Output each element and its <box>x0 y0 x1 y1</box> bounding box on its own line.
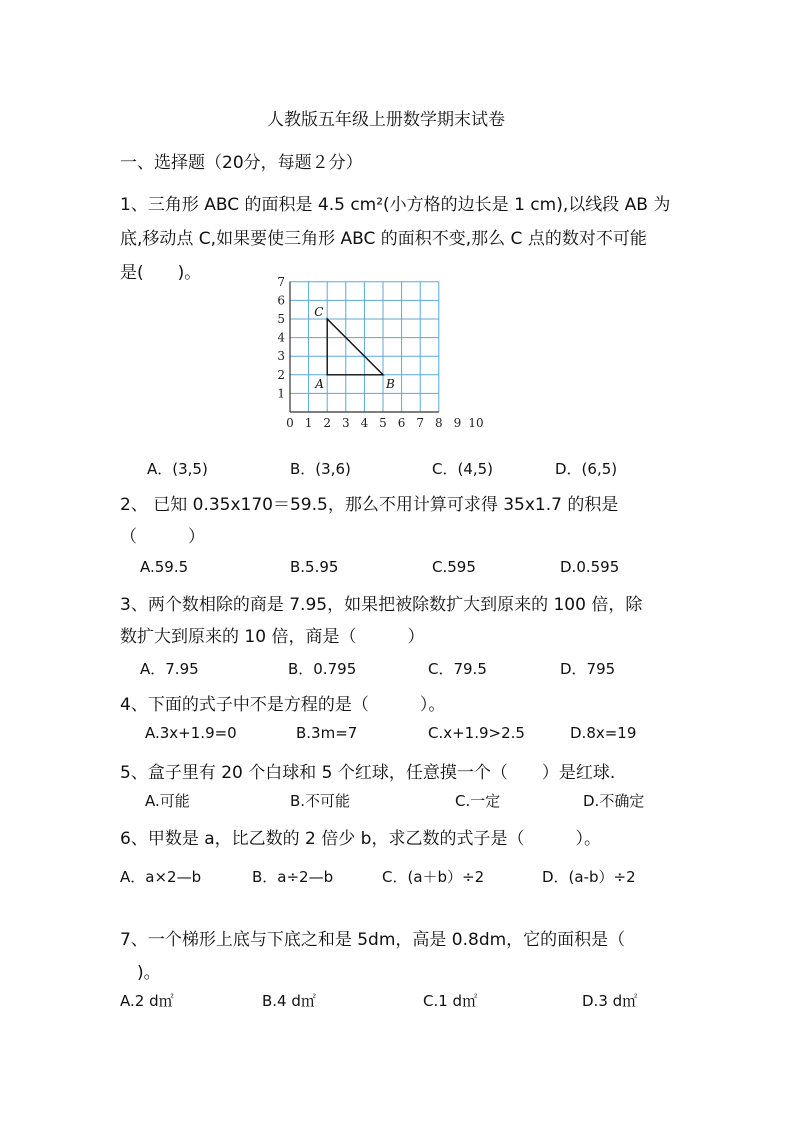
q3-line1: 3、两个数相除的商是 7.95，如果把被除数扩大到原来的 100 倍，除 <box>120 595 643 615</box>
q5-option-a[interactable]: A.可能 <box>145 792 190 810</box>
x-tick-label: 3 <box>341 416 350 430</box>
y-tick-label: 3 <box>278 349 285 364</box>
q2-line2: （ ） <box>120 527 205 547</box>
y-tick-label: 4 <box>278 330 285 345</box>
q2-line1: 2、 已知 0.35x170＝59.5，那么不用计算可求得 35x1.7 的积是 <box>120 495 619 515</box>
q7-option-c[interactable]: C.1 d㎡ <box>423 992 478 1010</box>
y-tick-label: 1 <box>278 386 285 401</box>
q2-option-b[interactable]: B.5.95 <box>290 558 339 576</box>
y-tick-label: 7 <box>278 274 285 289</box>
q7-line1: 7、一个梯形上底与下底之和是 5dm，高是 0.8dm，它的面积是（ <box>120 930 626 950</box>
q5-line1: 5、盒子里有 20 个白球和 5 个红球，任意摸一个（ ）是红球. <box>120 763 616 783</box>
q6-option-a[interactable]: A．a×2—b <box>120 868 202 886</box>
point-a-label: A <box>315 376 324 391</box>
x-tick-label: 10 <box>468 416 484 430</box>
q7-line2: )。 <box>120 963 161 983</box>
x-tick-label: 7 <box>416 416 425 430</box>
q7-option-d[interactable]: D.3 d㎡ <box>582 992 638 1010</box>
grid-svg <box>278 272 488 432</box>
q2-option-d[interactable]: D.0.595 <box>560 558 620 576</box>
q1-line3: 是( )。 <box>120 263 202 283</box>
y-tick-label: 5 <box>278 312 285 326</box>
q3-line2: 数扩大到原来的 10 倍，商是（ ） <box>120 627 425 647</box>
q6-option-b[interactable]: B．a÷2—b <box>252 868 334 886</box>
x-tick-label: 2 <box>323 416 332 430</box>
q1-line2: 底,移动点 C,如果要使三角形 ABC 的面积不变,那么 C 点的数对不可能 <box>120 229 647 249</box>
q3-option-d[interactable]: D．795 <box>560 660 616 678</box>
triangle-abc <box>327 319 383 375</box>
x-tick-label: 1 <box>304 416 313 430</box>
coordinate-grid <box>278 272 488 436</box>
page-title: 人教版五年级上册数学期末试卷 <box>267 110 505 130</box>
x-tick-label: 8 <box>434 416 443 430</box>
q2-option-c[interactable]: C.595 <box>432 558 476 576</box>
q4-line1: 4、下面的式子中不是方程的是（ ）。 <box>120 695 446 715</box>
q2-option-a[interactable]: A.59.5 <box>140 558 189 576</box>
q4-option-b[interactable]: B.3m=7 <box>296 724 358 742</box>
q3-option-b[interactable]: B．0.795 <box>288 660 357 678</box>
q6-option-d[interactable]: D．(a-b）÷2 <box>542 868 636 886</box>
x-tick-label: 5 <box>379 416 387 430</box>
x-tick-label: 4 <box>360 416 369 430</box>
point-c-label: C <box>314 305 324 319</box>
q1-option-d[interactable]: D．(6,5) <box>555 460 618 478</box>
x-tick-label: 6 <box>397 416 406 430</box>
q3-option-c[interactable]: C．79.5 <box>428 660 487 678</box>
q5-option-b[interactable]: B.不可能 <box>290 792 351 810</box>
q6-option-c[interactable]: C．(a＋b）÷2 <box>382 868 485 886</box>
y-tick-label: 6 <box>278 293 285 308</box>
q7-option-b[interactable]: B.4 d㎡ <box>262 992 316 1010</box>
x-tick-label: 0 <box>286 416 294 430</box>
q5-option-c[interactable]: C.一定 <box>455 792 501 810</box>
x-tick-label: 9 <box>453 416 462 430</box>
q1-line1: 1、三角形 ABC 的面积是 4.5 cm²(小方格的边长是 1 cm),以线段 AB 为 <box>120 195 671 215</box>
section-heading: 一、选择题（20分，每题２分） <box>120 153 363 173</box>
q7-option-a[interactable]: A.2 d㎡ <box>120 992 174 1010</box>
q3-option-a[interactable]: A．7.95 <box>140 660 199 678</box>
point-b-label: B <box>386 376 395 391</box>
q1-option-c[interactable]: C．(4,5) <box>432 460 494 478</box>
q4-option-c[interactable]: C.x+1.9>2.5 <box>428 724 525 742</box>
q4-option-d[interactable]: D.8x=19 <box>570 724 637 742</box>
q1-option-b[interactable]: B．(3,6) <box>290 460 351 478</box>
q1-option-a[interactable]: A．(3,5) <box>147 460 208 478</box>
y-tick-label: 2 <box>278 367 285 382</box>
q5-option-d[interactable]: D.不确定 <box>583 792 645 810</box>
q4-option-a[interactable]: A.3x+1.9=0 <box>145 724 237 742</box>
q6-line1: 6、甲数是 a，比乙数的 2 倍少 b，求乙数的式子是（ ）。 <box>120 829 601 849</box>
